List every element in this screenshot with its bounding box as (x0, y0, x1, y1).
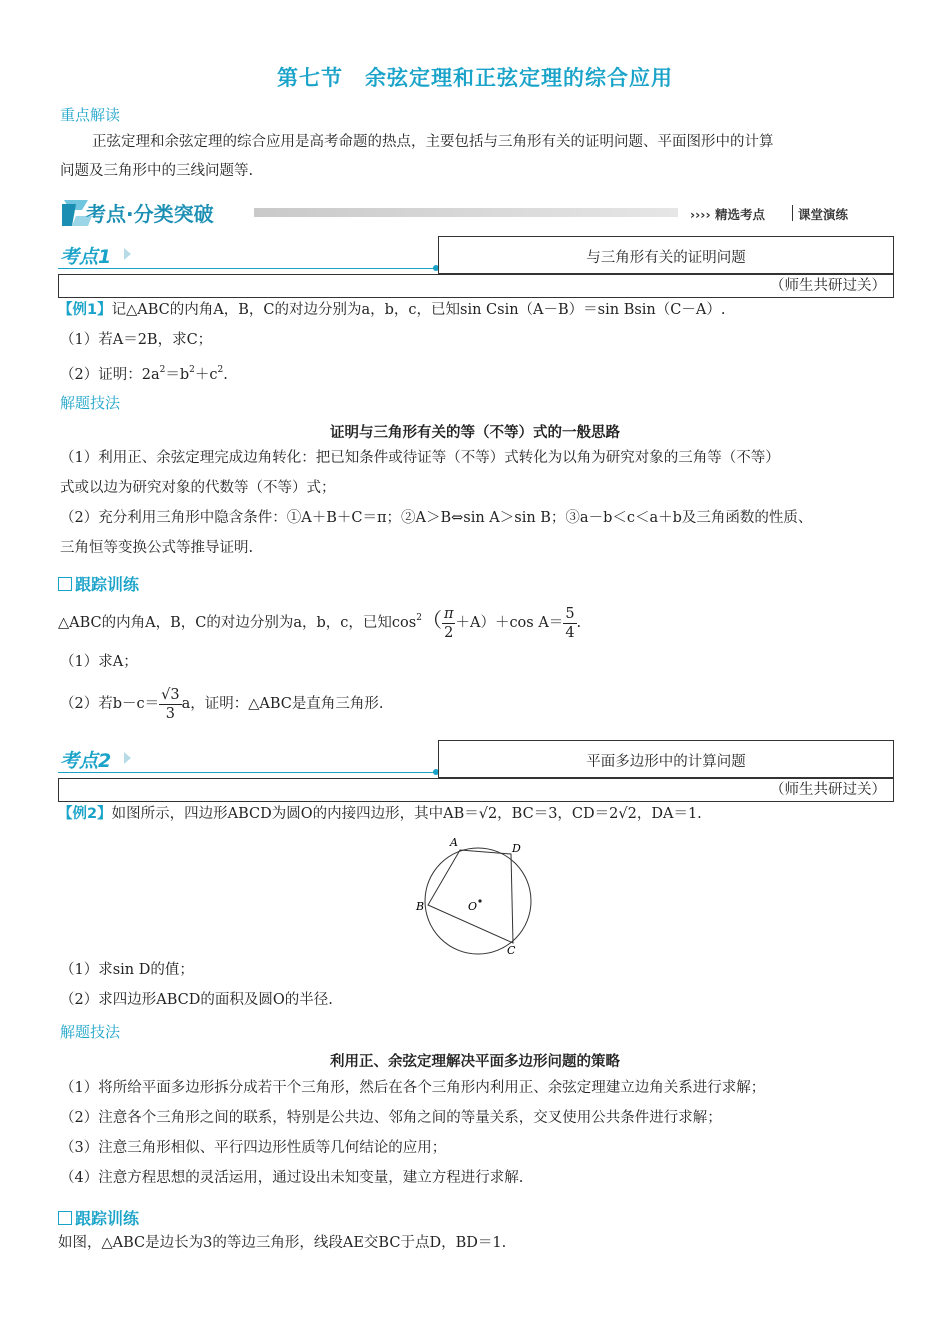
kp1-header (58, 236, 894, 298)
kp2-arrow-icon (124, 752, 131, 764)
method2-heading: 解题技法 (60, 1023, 121, 1041)
kp1-note-box (58, 274, 894, 298)
track1-q1: （1）求A； (60, 654, 138, 670)
method1-line-1: （1）利用正、余弦定理完成边角转化：把已知条件或待证等（不等）式转化为以角为研究对象的三角等（不等） (60, 450, 780, 466)
kp2-underline (58, 772, 436, 773)
label-c: C (507, 944, 516, 957)
ex1-tag: 【例1】 (58, 302, 112, 318)
kp1-note: （师生共研过关） (770, 278, 886, 294)
label-d: D (512, 842, 521, 855)
method1-line-2: 式或以边为研究对象的代数等（不等）式； (60, 480, 336, 496)
label-o: O (468, 900, 478, 913)
ex1-stem: 记△ABC的内角A，B，C的对边分别为a，b，c，已知sin Csin（A－B）＝sin Bsin（C－A）. (111, 302, 726, 318)
circle-o (425, 848, 531, 954)
track1-q2: （2）若b－c＝ $\frac{√3}{3}$ a，证明：△ABC是直角三角形. (60, 686, 384, 722)
label-a: A (450, 836, 458, 849)
fraction-root3-over-3: $\frac{√3}{3}$ (161, 686, 180, 722)
kp2-title: 平面多边形中的计算问题 (586, 754, 746, 770)
banner-tag-left: ›››› 精选考点 (690, 207, 765, 222)
method1-line-4: 三角恒等变换公式等推导证明. (60, 540, 254, 556)
key-reading-line-1: 正弦定理和余弦定理的综合应用是高考命题的热点，主要包括与三角形有关的证明问题、平面图形中的计算 (92, 134, 774, 150)
kp1-title: 与三角形有关的证明问题 (586, 250, 746, 266)
method2-line-3: （3）注意三角形相似、平行四边形性质等几何结论的应用； (60, 1140, 447, 1156)
kp2-note-box (58, 778, 894, 802)
checkbox-square-icon (58, 1211, 72, 1225)
key-reading-line-2: 问题及三角形中的三线问题等. (60, 163, 254, 179)
kp2-note: （师生共研过关） (770, 782, 886, 798)
track1-stem: △ABC的内角A，B，C的对边分别为a，b，c，已知$\cos^2$（ $\frac{\pi}{2}$ ＋A）＋cos A＝ $\frac{5}{4}$ . (58, 605, 582, 641)
method1-heading: 解题技法 (60, 394, 121, 412)
fraction-pi-over-2: $\frac{\pi}{2}$ (443, 605, 454, 641)
kp1-underline (58, 268, 436, 269)
checkbox-square-icon (58, 577, 72, 591)
ex2-stem-line (58, 804, 702, 824)
ex2-q1: （1）求sin D的值； (60, 962, 194, 978)
method1-title: 证明与三角形有关的等（不等）式的一般思路 (330, 425, 620, 441)
key-reading-heading: 重点解读 (60, 106, 121, 124)
ex2-tag: 【例2】 (58, 806, 112, 822)
kp2-label: 考点2 (60, 750, 112, 772)
label-b: B (416, 900, 425, 913)
cyclic-quadrilateral-figure (410, 832, 550, 960)
page-title: 第七节 余弦定理和正弦定理的综合应用 (277, 66, 673, 90)
method1-line-3: （2）充分利用三角形中隐含条件：①A＋B＋C＝π；②A＞B⇔sin A＞sin B；③a－b＜c＜a＋b及三角函数的性质、 (60, 510, 813, 526)
method2-line-1: （1）将所给平面多边形拆分成若干个三角形，然后在各个三角形内利用正、余弦定理建立边角关系进行求解； (60, 1080, 766, 1096)
ex1-q2: （2）证明：$2a^2=b^2+c^2$. (60, 365, 228, 383)
banner-tag-right: 课堂演练 (798, 207, 849, 222)
track1-heading: 跟踪训练 (58, 572, 139, 595)
banner-bar (254, 208, 678, 217)
banner-divider (792, 205, 793, 221)
track2-heading: 跟踪训练 (58, 1206, 139, 1229)
method2-line-4: （4）注意方程思想的灵活运用，通过设出未知变量，建立方程进行求解. (60, 1170, 524, 1186)
track2-stem: 如图，△ABC是边长为3的等边三角形，线段AE交BC于点D，BD＝1. (58, 1235, 507, 1251)
kp2-header (58, 740, 894, 802)
ex2-q2: （2）求四边形ABCD的面积及圆O的半径. (60, 992, 333, 1008)
ex2-stem: 如图所示，四边形ABCD为圆O的内接四边形，其中AB＝√2，BC＝3，CD＝2√2，DA＝1. (111, 806, 702, 822)
center-point (478, 899, 481, 902)
banner-title: 考点·分类突破 (86, 202, 214, 226)
ex1-q1: （1）若A＝2B，求C； (60, 332, 213, 348)
kp1-label: 考点1 (60, 246, 112, 268)
method2-line-2: （2）注意各个三角形之间的联系，特别是公共边、邻角之间的等量关系，交叉使用公共条件进行求解； (60, 1110, 722, 1126)
fraction-5-over-4: $\frac{5}{4}$ (565, 605, 575, 641)
method2-title: 利用正、余弦定理解决平面多边形问题的策略 (330, 1054, 620, 1070)
ex1-stem-line (58, 300, 725, 320)
section-banner (58, 196, 894, 230)
kp1-arrow-icon (124, 248, 131, 260)
